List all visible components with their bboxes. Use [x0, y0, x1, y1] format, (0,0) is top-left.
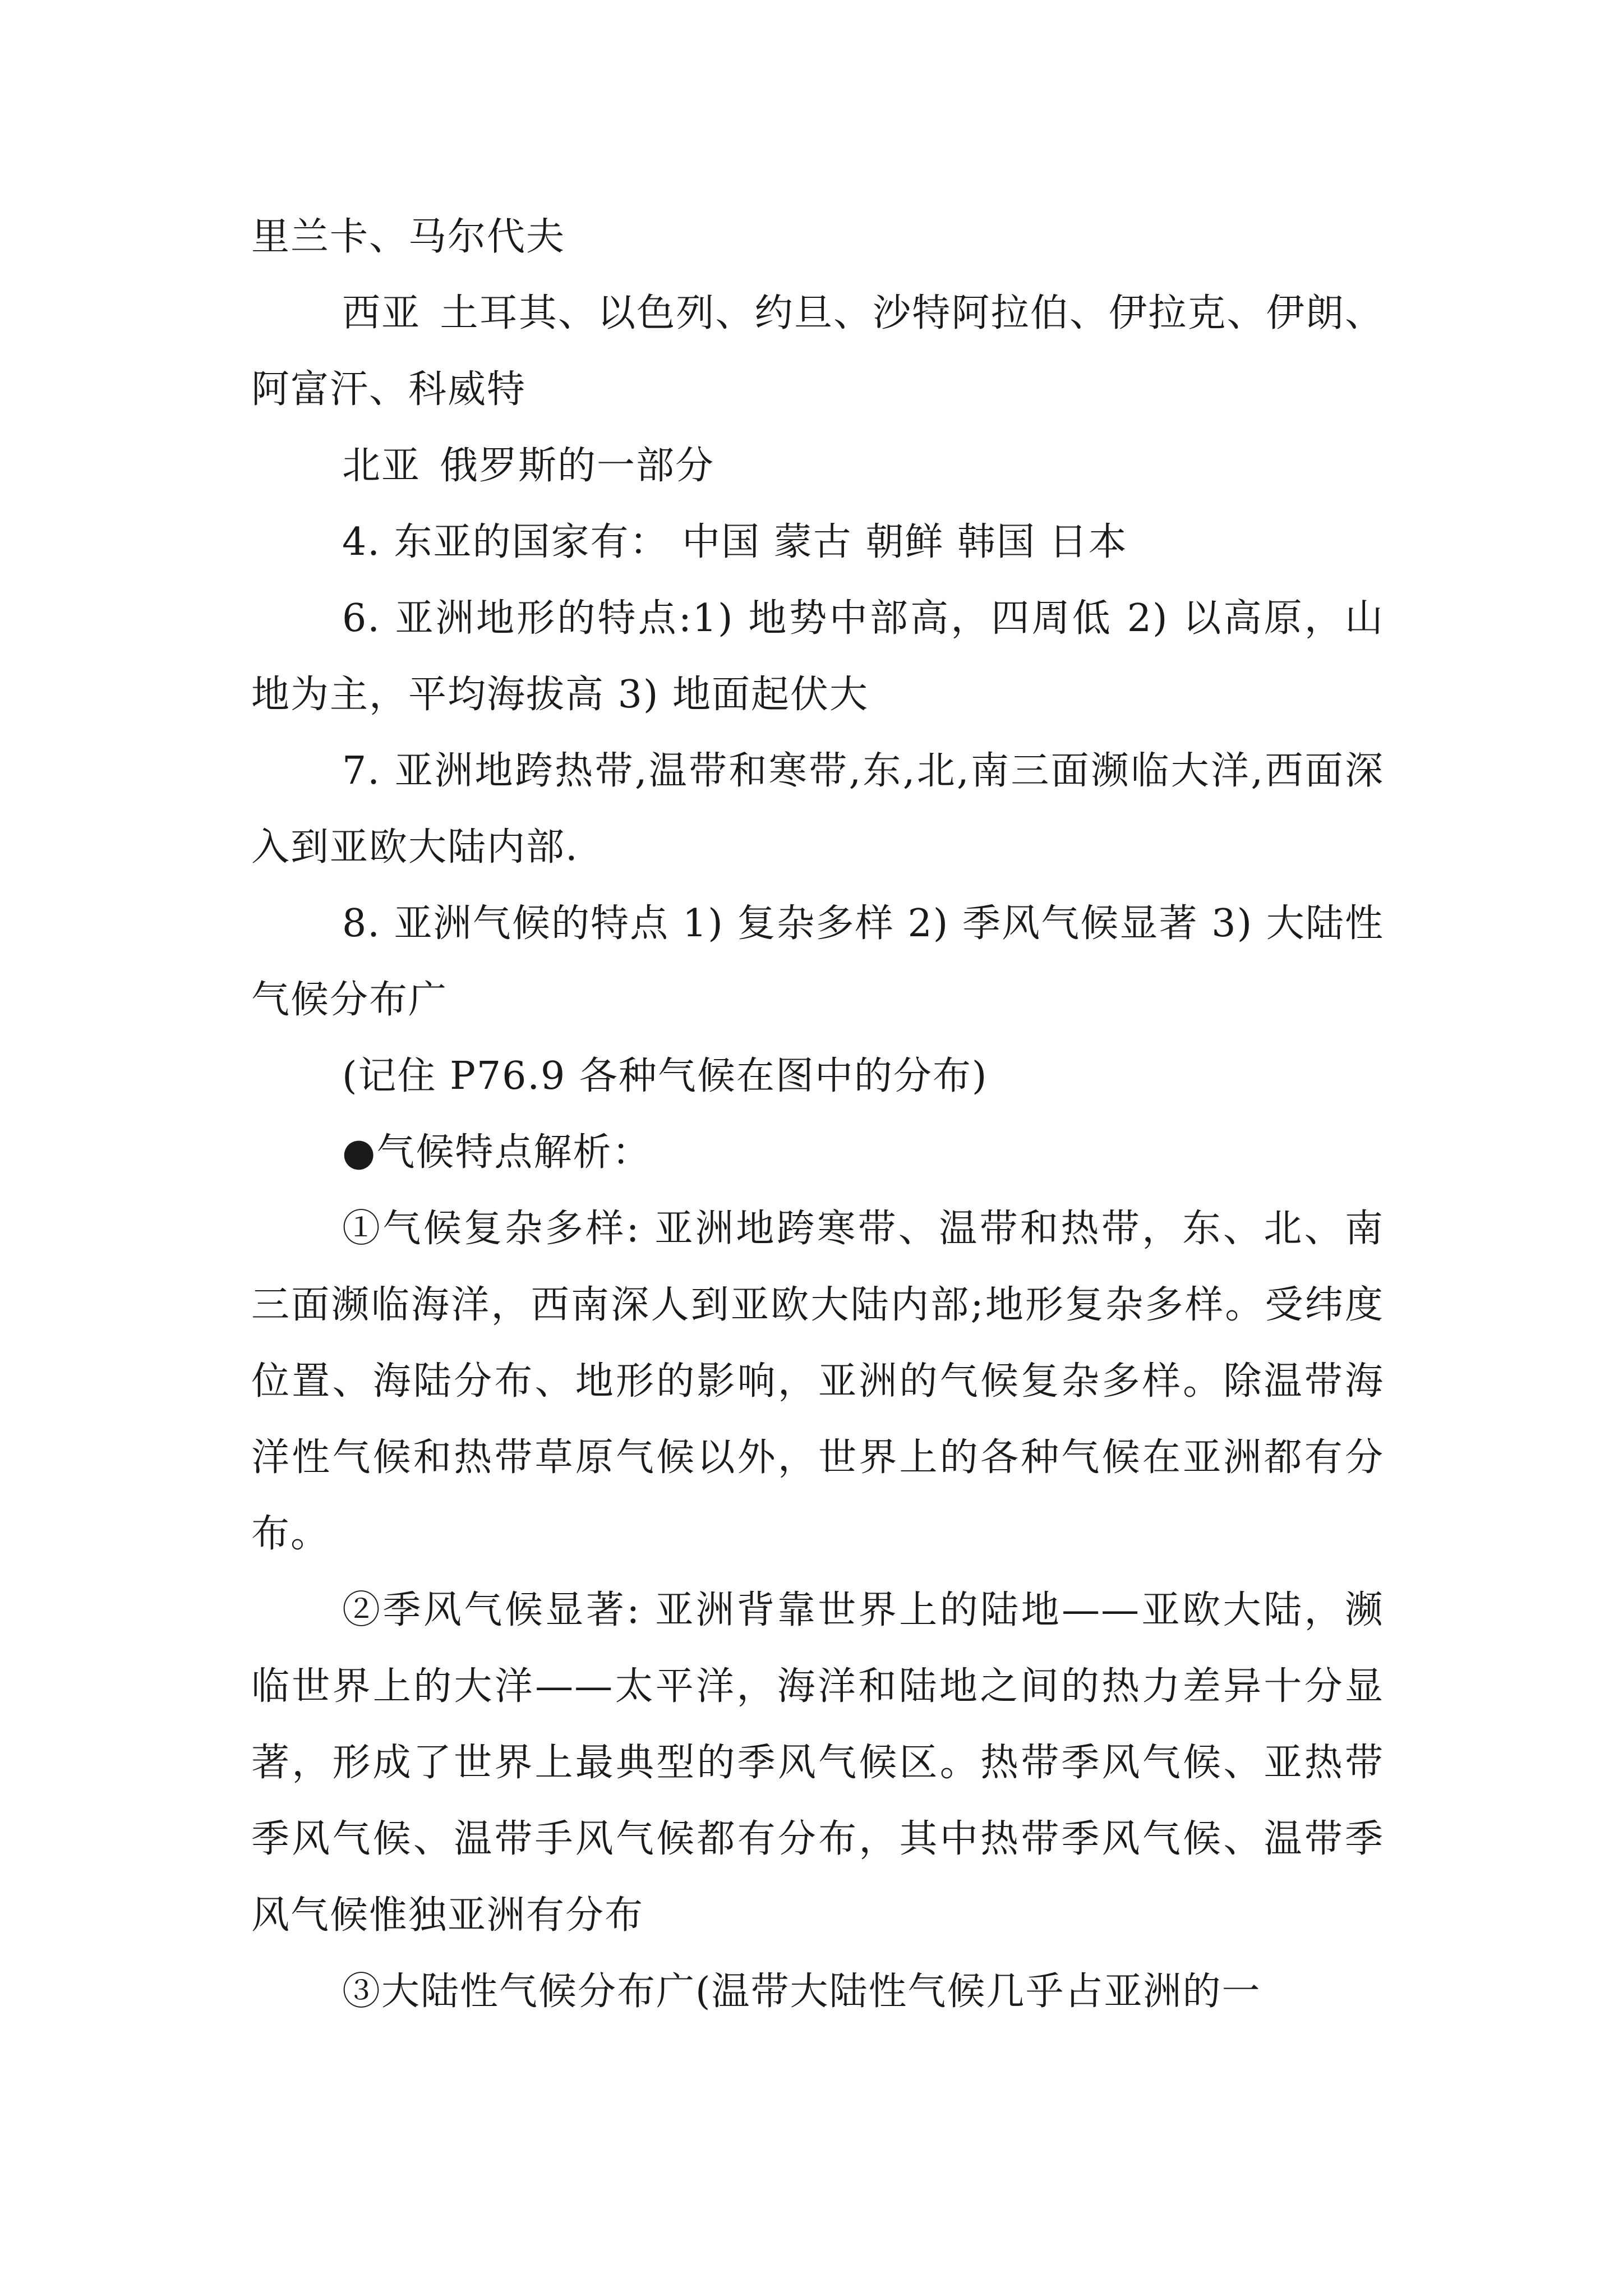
paragraph-east-asia-countries	[251, 504, 1384, 581]
paragraph-terrain-features	[251, 581, 1384, 733]
paragraph-text: 6. 亚洲地形的特点:1) 地势中部高，四周低 2) 以高原，山地为主，平均海拔高 3) 地面起伏大	[251, 596, 1384, 717]
paragraph-text: ①气候复杂多样: 亚洲地跨寒带、温带和热带，东、北、南三面濒临海洋，西南深人到亚欧大陆内部;地形复杂多样。受纬度位置、海陆分布、地形的影响，亚洲的气候复杂多样。除温带海洋性气候和热带草原气候以外，世界上的各种气候在亚洲都有分布。	[251, 1207, 1384, 1556]
paragraph-monsoon-climate	[251, 1572, 1384, 1954]
paragraph-text: 俄罗斯的一部分	[440, 444, 715, 488]
paragraph-text: ②季风气候显著: 亚洲背靠世界上的陆地——亚欧大陆，濒临世界上的大洋——太平洋，海洋和陆地之间的热力差异十分显著，形成了世界上最典型的季风气候区。热带季风气候、亚热带季风气候、温带手风气候都有分布，其中热带季风气候、温带季风气候惟独亚洲有分布	[251, 1588, 1384, 1938]
region-label-north-asia: 北亚	[342, 444, 421, 488]
paragraph-west-asia	[251, 275, 1384, 428]
paragraph-text: 4. 东亚的国家有： 中国 蒙古 朝鲜 韩国 日本	[342, 520, 1128, 564]
paragraph-text: 7. 亚洲地跨热带,温带和寒带,东,北,南三面濒临大洋,西面深入到亚欧大陆内部.	[251, 749, 1384, 869]
paragraph-location	[251, 733, 1384, 886]
paragraph-north-asia	[251, 428, 1384, 504]
paragraph-text: ●气候特点解析：	[342, 1130, 652, 1175]
paragraph-climate-features	[251, 886, 1384, 1038]
paragraph-text: (记住 P76.9 各种气候在图中的分布)	[342, 1054, 988, 1098]
paragraph-text: ③大陆性气候分布广(温带大陆性气候几乎占亚洲的一	[342, 1970, 1261, 2014]
paragraph-remember-note	[251, 1038, 1384, 1115]
document-body	[251, 199, 1384, 2030]
paragraph-text: 8. 亚洲气候的特点 1) 复杂多样 2) 季风气候显著 3) 大陆性气候分布广	[251, 901, 1384, 1022]
paragraph-south-asia-continued	[251, 199, 1384, 275]
region-label-west-asia: 西亚	[342, 291, 421, 335]
paragraph-text: 里兰卡、马尔代夫	[251, 215, 566, 259]
paragraph-climate-diverse	[251, 1191, 1384, 1572]
paragraph-continental-climate	[251, 1954, 1384, 2030]
paragraph-text: 土耳其、以色列、约旦、沙特阿拉伯、伊拉克、伊朗、阿富汗、科威特	[251, 291, 1384, 412]
paragraph-analysis-heading	[251, 1115, 1384, 1191]
